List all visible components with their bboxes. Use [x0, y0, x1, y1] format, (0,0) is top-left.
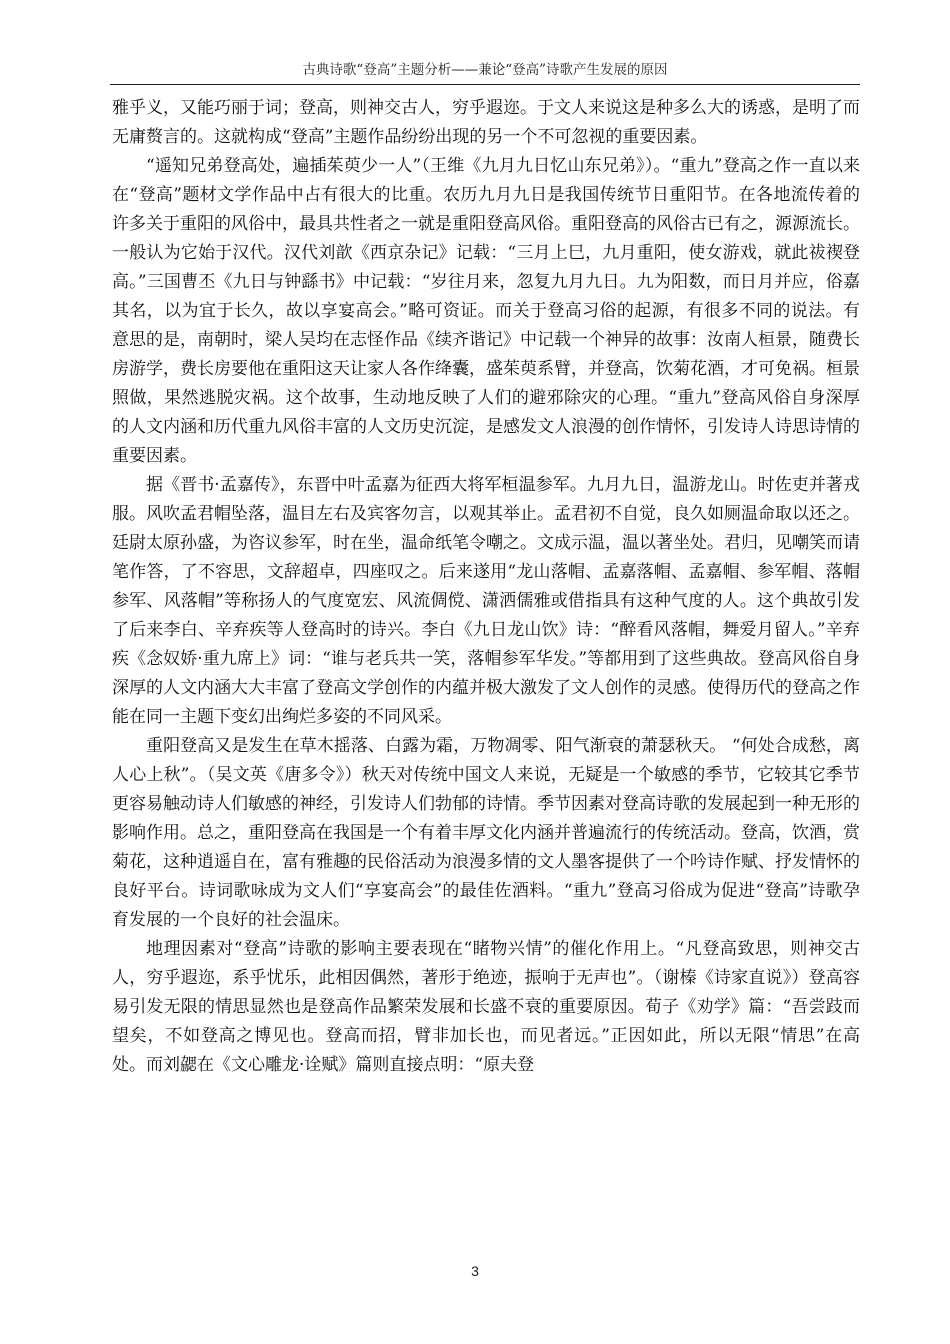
page-header: [110, 60, 860, 85]
paragraph-mengjia: 据《晋书·孟嘉传》，东晋中叶孟嘉为征西大将军桓温参军。九月九日，温游龙山。时佐吏并著戎服。风吹孟君帽坠落，温目左右及宾客勿言，以观其举止。孟君初不自觉，良久如厕温命取以还之。廷尉太原孙盛，为咨议参军，时在坐，温命纸笔令嘲之。文成示温，温以著坐处。君归，见嘲笑而请笔作答，了不容思，文辞超卓，四座叹之。后来遂用“龙山落帽、孟嘉落帽、孟嘉帽、参军帽、落帽参军、风落帽”等称扬人的气度宽宏、风流倜傥、潇洒儒雅或借指具有这种气度的人。这个典故引发了后来李白、辛弃疾等人登高时的诗兴。李白《九日龙山饮》诗：“醉看风落帽，舞爱月留人。”辛弃疾《念奴娇·重九席上》词：“谁与老兵共一笑，落帽参军华发。”等都用到了这些典故。登高风俗自身深厚的人文内涵大大丰富了登高文学创作的内蕴并极大激发了文人创作的灵感。使得历代的登高之作能在同一主题下变幻出绚烂多姿的不同风采。: [112, 475, 860, 727]
body-text: [112, 94, 860, 1080]
page-number: 3: [471, 1263, 479, 1279]
header-title: 古典诗歌“登高”主题分析——兼论“登高”诗歌产生发展的原因: [302, 62, 668, 78]
paragraph-chongjiu: “遥知兄弟登高处，遍插茱萸少一人”（王维《九月九日忆山东兄弟》）。“重九”登高之作一直以来在“登高”题材文学作品中占有很大的比重。农历九月九日是我国传统节日重阳节。在各地流传着的许多关于重阳的风俗中，最具共性者之一就是重阳登高风俗。重阳登高的风俗古已有之，源源流长。一般认为它始于汉代。汉代刘歆《西京杂记》记载：“三月上巳，九月重阳，使女游戏，就此祓禊登高。”三国曹丕《九日与钟繇书》中记载：“岁往月来，忽复九月九日。九为阳数，而日月并应，俗嘉其名，以为宜于长久，故以享宴高会。”略可资证。而关于登高习俗的起源，有很多不同的说法。有意思的是，南朝时，梁人吴均在志怪作品《续齐谐记》中记载一个神异的故事：汝南人桓景，随费长房游学，费长房要他在重阳这天让家人各作绛囊，盛茱萸系臂，并登高，饮菊花酒，才可免祸。桓景照做，果然逃脱灾祸。这个故事，生动地反映了人们的避邪除灾的心理。“重九”登高风俗自身深厚的人文内涵和历代重九风俗丰富的人文历史沉淀，是感发文人浪漫的创作情怀，引发诗人诗思诗情的重要因素。: [112, 156, 860, 466]
paragraph-geography: 地理因素对“登高”诗歌的影响主要表现在“睹物兴情”的催化作用上。“凡登高致思，则神交古人，穷乎遐迩，系乎忧乐，此相因偶然，著形于绝迹，振响于无声也”。（谢榛《诗家直说》）登高容易引发无限的情思显然也是登高作品繁荣发展和长盛不衰的重要原因。荀子《劝学》篇：“吾尝跂而望矣，不如登高之博见也。登高而招，臂非加长也，而见者远。”正因如此，所以无限“情思”在高处。而刘勰在《文心雕龙·诠赋》篇则直接点明：“原夫登: [112, 939, 860, 1075]
paragraph-autumn: 重阳登高又是发生在草木摇落、白露为霜，万物凋零、阳气渐衰的萧瑟秋天。 “何处合成愁，离人心上秋”。（吴文英《唐多令》）秋天对传统中国文人来说，无疑是一个敏感的季节，它较其它季节更容易触动诗人们敏感的神经，引发诗人们勃郁的诗情。季节因素对登高诗歌的发展起到一种无形的影响作用。总之，重阳登高在我国是一个有着丰厚文化内涵并普遍流行的传统活动。登高，饮酒，赏菊花，这种逍遥自在，富有雅趣的民俗活动为浪漫多情的文人墨客提供了一个吟诗作赋、抒发情怀的良好平台。诗词歌咏成为文人们“享宴高会”的最佳佐酒料。“重九”登高习俗成为促进“登高”诗歌孕育发展的一个良好的社会温床。: [112, 736, 860, 930]
paragraph-continued: 雅乎义，又能巧丽于词；登高，则神交古人，穷乎遐迩。于文人来说这是种多么大的诱惑，是明了而无庸赘言的。这就构成“登高”主题作品纷纷出现的另一个不可忽视的重要因素。: [112, 98, 860, 147]
